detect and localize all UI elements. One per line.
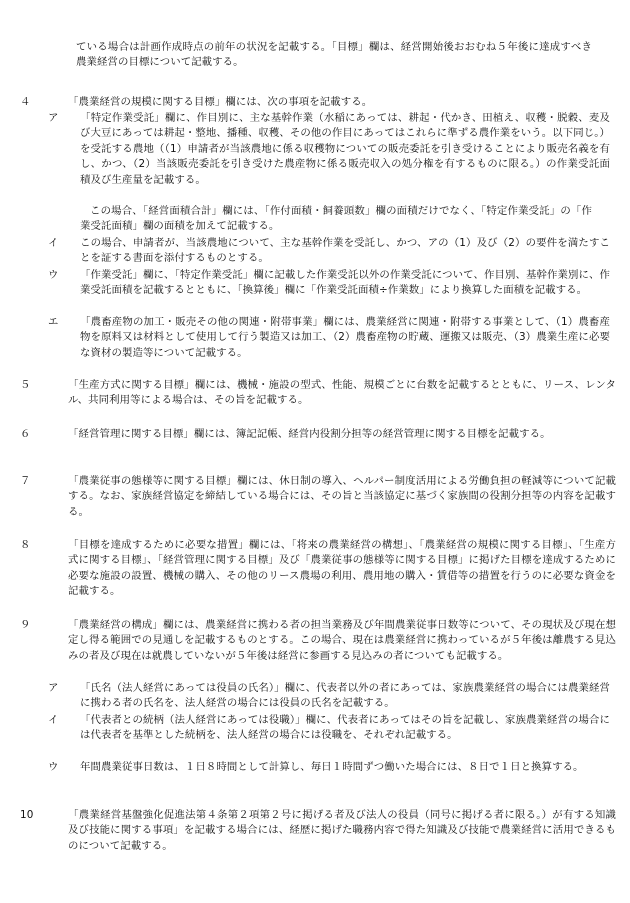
item-4-c (48, 268, 610, 299)
sub-text: この場合、申請者が、当該農地について、主な基幹作業を受託し、かつ、アの（1）及び（2）の要件を満たすことを証する書面を添付するものとする。 (80, 237, 610, 265)
item-4-a (48, 111, 610, 188)
item-number: ４ (20, 96, 31, 108)
item-4 (20, 95, 616, 110)
sub-mark: ア (48, 682, 59, 694)
item-7 (20, 474, 616, 520)
sub-text: 「農畜産物の加工・販売その他の関連・附帯事業」欄には、農業経営に関連・附帯する事業として、（1）農畜産物を原料又は材料として使用して行う製造又は加工、（2）農畜産物の貯蔵、運搬又は販売、（3）農業生産に必要な資材の製造等について記載する。 (80, 316, 610, 359)
item-8 (20, 538, 616, 600)
sub-mark: ア (48, 112, 59, 124)
item-6 (20, 427, 616, 442)
item-text: 「農業経営基盤強化促進法第４条第２項第２号に掲げる者及び法人の役員（同号に掲げる者に限る。）が有する知識及び技能に関する事項」を記載する場合には、経歴に掲げた職務内容で得た知識及び技能で農業経営に活用できるものについて記載する。 (68, 809, 616, 852)
item-9-b (48, 713, 610, 744)
sub-text: 年間農業従事日数は、１日８時間として計算し、毎日１時間ずつ働いた場合には、８日で１日と換算する。 (80, 761, 584, 773)
item-text: 「経営管理に関する目標」欄には、簿記記帳、経営内役割分担等の経営管理に関する目標を記載する。 (68, 428, 551, 440)
item-text: 「農業経営の規模に関する目標」欄には、次の事項を記載する。 (68, 96, 373, 108)
item-10 (20, 808, 616, 854)
item-9 (20, 618, 616, 664)
item-number: ６ (20, 428, 31, 440)
item-9-a (48, 681, 610, 712)
item-number: ７ (20, 475, 31, 487)
item-text: 「目標を達成するために必要な措置」欄には、「将来の農業経営の構想」、「農業経営の規模に関する目標」、「生産方式に関する目標」、「経営管理に関する目標」及び「農業従事の態様等に関する目標」に掲げた目標を達成するために必要な施設の設置、機械の購入、その他のリース農場の利用、農用地の購入・賃借等の措置を行うのに必要な資金を記載する。 (68, 539, 616, 598)
sub-text: 「作業受託」欄に、「特定作業受託」欄に記載した作業受託以外の作業受託について、作目別、基幹作業別に、作業受託面積を記載するとともに、「換算後」欄に「作業受託面積÷作業数」により換算した面積を記載する。 (80, 269, 610, 297)
item-number: ９ (20, 619, 31, 631)
sub-mark: ウ (48, 761, 59, 773)
item-9-c (48, 760, 610, 775)
item-4-a-note (80, 204, 592, 235)
item-4-b (48, 236, 610, 267)
item-number: ５ (20, 379, 31, 391)
sub-mark: ウ (48, 269, 59, 281)
item-number: ８ (20, 539, 31, 551)
item-number: 10 (20, 809, 34, 821)
sub-text: 「代表者との続柄（法人経営にあっては役職）」欄に、代表者にあってはその旨を記載し、家族農業経営の場合には代表者を基準とした続柄を、法人経営の場合には役職を、それぞれ記載する。 (80, 714, 610, 742)
sub-text: 「特定作業受託」欄に、作目別に、主な基幹作業（水稲にあっては、耕起・代かき、田植え、収穫・脱穀、麦及び大豆にあっては耕起・整地、播種、収穫、その他の作目にあってはこれらに準ずる農作業をいう。以下同じ。）を受託する農地（（1）申請者が当該農地に係る収穫物についての販売委託を引き受けることにより販売名義を有し、かつ、（2）当該販売委託を引き受けた農産物に係る販売収入の処分権を有するものに限る。）の作業受託面積及び生産量を記載する。 (80, 112, 610, 186)
sub-text: この場合、「経営面積合計」欄には、「作付面積・飼養頭数」欄の面積だけでなく、「特定作業受託」の「作業受託面積」欄の面積を加えて記載する。 (80, 205, 592, 233)
sub-mark: イ (48, 237, 59, 249)
sub-text: 「氏名（法人経営にあっては役員の氏名）」欄に、代表者以外の者にあっては、家族農業経営の場合には農業経営に携わる者の氏名を、法人経営の場合には役員の氏名を記載する。 (80, 682, 610, 710)
continuation-text: ている場合は計画作成時点の前年の状況を記載する。「目標」欄は、経営開始後おおむね５年後に達成すべき農業経営の目標について記載する。 (76, 41, 592, 69)
item-text: 「農業経営の構成」欄には、農業経営に携わる者の担当業務及び年間農業従事日数等について、その現状及び現在想定し得る範囲での見通しを記載するものとする。この場合、現在は農業経営に携わっているが５年後は離農する見込みの者及び現在は就農していないが５年後は経営に参画する見込みの者についても記載する。 (68, 619, 616, 662)
item-text: 「生産方式に関する目標」欄には、機械・施設の型式、性能、規模ごとに台数を記載するとともに、リース、レンタル、共同利用等による場合は、その旨を記載する。 (68, 379, 616, 407)
sub-mark: イ (48, 714, 59, 726)
item-4-d (48, 315, 610, 361)
item-text: 「農業従事の態様等に関する目標」欄には、休日制の導入、ヘルパー制度活用による労働負担の軽減等について記載する。なお、家族経営協定を締結している場合には、その旨と当該協定に基づく家族間の役割分担等の内容を記載する。 (68, 475, 616, 518)
item-5 (20, 378, 616, 409)
sub-mark: エ (48, 316, 59, 328)
continuation-paragraph (76, 40, 592, 71)
